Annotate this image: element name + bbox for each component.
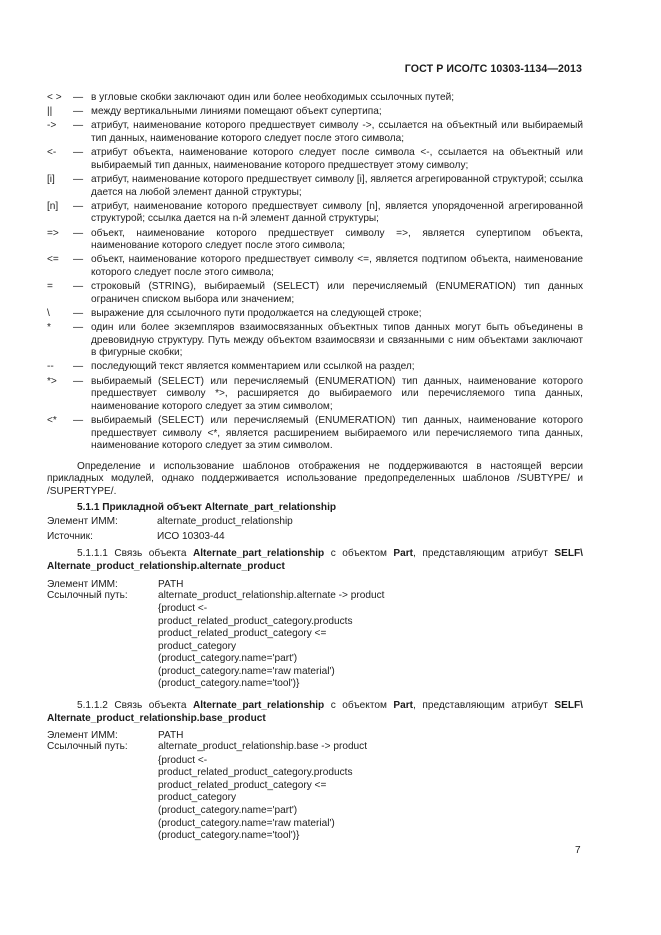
path-line: product_category — [158, 792, 236, 804]
legend-item — [47, 281, 583, 306]
legend-item — [47, 361, 583, 374]
legend-list — [47, 92, 583, 453]
legend-item — [47, 322, 583, 360]
legend-item — [47, 147, 583, 172]
path-line: {product <- — [158, 602, 208, 614]
path-line: {product <- — [158, 754, 208, 766]
legend-item — [47, 201, 583, 226]
path-line: (product_category.name='tool')} — [158, 830, 300, 842]
mapping-element-value: PATH — [158, 730, 184, 742]
path-line: product_category — [158, 640, 236, 652]
legend-item — [47, 106, 583, 119]
path-line: (product_category.name='raw material') — [158, 665, 335, 677]
legend-text: атрибут объекта, наименование которого следует после символа <-, ссылается на объектный или выбираемый тип данных, наименование которого предшествует этому символу; — [91, 147, 583, 171]
legend-symbol: \ — [47, 307, 50, 319]
legend-text: последующий текст является комментарием или ссылкой на раздел; — [91, 361, 415, 373]
legend-symbol: => — [47, 227, 59, 239]
legend-dash: — — [73, 361, 84, 373]
mapping-path-row — [47, 590, 583, 601]
legend-symbol: * — [47, 322, 51, 334]
legend-item — [47, 92, 583, 105]
legend-symbol: <= — [47, 254, 59, 266]
source-label: Источник: — [47, 530, 93, 542]
legend-dash: — — [73, 307, 84, 319]
subsection-heading — [47, 700, 583, 725]
document-header: ГОСТ Р ИСО/ТС 10303-1134—2013 — [404, 63, 582, 75]
legend-dash: — — [73, 375, 84, 387]
legend-dash: — — [73, 414, 84, 426]
legend-dash: — — [73, 254, 84, 266]
note-paragraph: Определение и использование шаблонов отображения не поддерживаются в настоящей версии прикладных модулей, однако поддерживается использование предопределенных шаблонов /SUBTYPE/ и /SUPERTYPE/. — [47, 460, 583, 497]
path-line: alternate_product_relationship.alternate -> product — [158, 589, 385, 601]
legend-dash: — — [73, 147, 84, 159]
mapping-element-value: PATH — [158, 578, 184, 590]
legend-dash: — — [73, 120, 84, 132]
subsection-target: Part — [393, 548, 414, 560]
subsection-text: , представляющим атрибут — [413, 700, 555, 712]
mapping-block — [47, 579, 583, 601]
legend-text: атрибут, наименование которого предшествует символу [n], является упорядоченной агрегированной структурой; ссылка дается на n-й элемент данной структуры; — [91, 200, 583, 225]
legend-symbol: *> — [47, 375, 57, 387]
legend-symbol: [i] — [47, 173, 55, 185]
legend-symbol: < > — [47, 92, 62, 103]
subsection-text: , представляющим атрибут — [413, 548, 555, 560]
page-number: 7 — [575, 845, 581, 856]
source-row — [47, 531, 583, 544]
legend-item — [47, 120, 583, 145]
subsection-number: 5.1.1.2 Связь объекта — [77, 700, 193, 712]
mapping-path-label: Ссылочный путь: — [47, 589, 128, 601]
path-line: product_related_product_category.products — [158, 767, 353, 779]
legend-item — [47, 415, 583, 453]
legend-text: атрибут, наименование которого предшествует символу ->, ссылается на объектный или выбираемый тип данных, наименование которого следует после этого символа; — [91, 120, 583, 144]
legend-symbol: = — [47, 281, 53, 293]
legend-symbol: -- — [47, 361, 54, 373]
legend-dash: — — [73, 106, 84, 118]
element-value: alternate_product_relationship — [157, 516, 293, 528]
legend-text: выражение для ссылочного пути продолжается на следующей строке; — [91, 307, 422, 319]
legend-item — [47, 228, 583, 253]
legend-dash: — — [73, 227, 84, 239]
mapping-path-label: Ссылочный путь: — [47, 741, 128, 753]
legend-text: выбираемый (SELECT) или перечисляемый (ENUMERATION) тип данных, наименование которого предшествует символу *>, расширяется до выбираемого или перечисляемого типа данных, наименование которого следует за этим символом; — [91, 375, 583, 412]
path-line: alternate_product_relationship.base -> product — [158, 741, 368, 753]
path-line: (product_category.name='tool')} — [158, 678, 300, 690]
source-value: ИСО 10303-44 — [157, 530, 225, 542]
legend-dash: — — [73, 173, 84, 185]
mapping-element-label: Элемент ИММ: — [47, 730, 118, 742]
element-row — [47, 516, 583, 529]
legend-symbol: <* — [47, 414, 57, 426]
mapping-element-row — [47, 730, 583, 741]
mapping-element-label: Элемент ИММ: — [47, 578, 118, 590]
path-line: product_related_product_category.products — [158, 615, 353, 627]
mapping-block — [47, 730, 583, 752]
path-line: product_related_product_category <= — [158, 779, 327, 791]
legend-text: объект, наименование которого предшествует символу <=, является подтипом объекта, наименование которого следует после этого символа; — [91, 254, 583, 278]
path-line: product_related_product_category <= — [158, 628, 327, 640]
legend-dash: — — [73, 92, 84, 103]
legend-item — [47, 254, 583, 279]
path-line: (product_category.name='part') — [158, 653, 298, 665]
subsection-attribute: SELF\ Alternate_product_relationship.base_product — [47, 700, 583, 724]
legend-item — [47, 376, 583, 414]
page-content — [47, 92, 583, 843]
subsection-object: Alternate_part_relationship — [192, 548, 325, 560]
element-label: Элемент ИММ: — [47, 516, 118, 528]
path-line: (product_category.name='part') — [158, 805, 298, 817]
subsection-object: Alternate_part_relationship — [192, 700, 325, 712]
mapping-element-row — [47, 579, 583, 590]
legend-text: атрибут, наименование которого предшествует символу [i], является агрегированной структурой; ссылка дается на любой элемент данной структуры; — [91, 173, 583, 198]
legend-dash: — — [73, 322, 84, 334]
legend-item — [47, 174, 583, 199]
legend-text: объект, наименование которого предшествует символу =>, является супертипом объекта, наименование которого следует после этого символа; — [91, 227, 583, 252]
path-line: (product_category.name='raw material') — [158, 817, 335, 829]
legend-symbol: [n] — [47, 200, 59, 212]
legend-text: один или более экземпляров взаимосвязанных объектных типов данных могут быть объединены в древовидную структуру. Путь между объектом взаимосвязи и связанными с ним объектами заключают в фигурные скобки; — [91, 322, 583, 359]
subsection-attribute: SELF\ Alternate_product_relationship.alternate_product — [47, 548, 583, 572]
subsection-text: с объектом — [324, 548, 394, 560]
subsection-heading — [47, 548, 583, 573]
legend-text: в угловые скобки заключают один или более необходимых ссылочных путей; — [91, 92, 455, 103]
section-heading: 5.1.1 Прикладной объект Alternate_part_relationship — [77, 501, 337, 513]
legend-item — [47, 308, 583, 321]
legend-text: между вертикальными линиями помещают объект супертипа; — [91, 106, 382, 118]
legend-dash: — — [73, 281, 84, 293]
path-lines — [47, 755, 583, 843]
legend-symbol: || — [47, 106, 53, 118]
subsection-text: с объектом — [324, 700, 394, 712]
legend-text: строковый (STRING), выбираемый (SELECT) или перечисляемый (ENUMERATION) тип данных ограничен списком выбора или значением; — [91, 281, 583, 305]
path-lines — [47, 603, 583, 691]
mapping-path-row — [47, 741, 583, 752]
legend-symbol: -> — [47, 120, 57, 132]
subsection-target: Part — [393, 700, 414, 712]
legend-text: выбираемый (SELECT) или перечисляемый (ENUMERATION) тип данных, наименование которого предшествует символу <*, является расширением выбираемого или перечисляемого типа данных, наименование которого следует за этим символом. — [91, 414, 583, 452]
subsection-number: 5.1.1.1 Связь объекта — [77, 548, 193, 560]
legend-symbol: <- — [47, 147, 57, 159]
legend-dash: — — [73, 200, 84, 212]
